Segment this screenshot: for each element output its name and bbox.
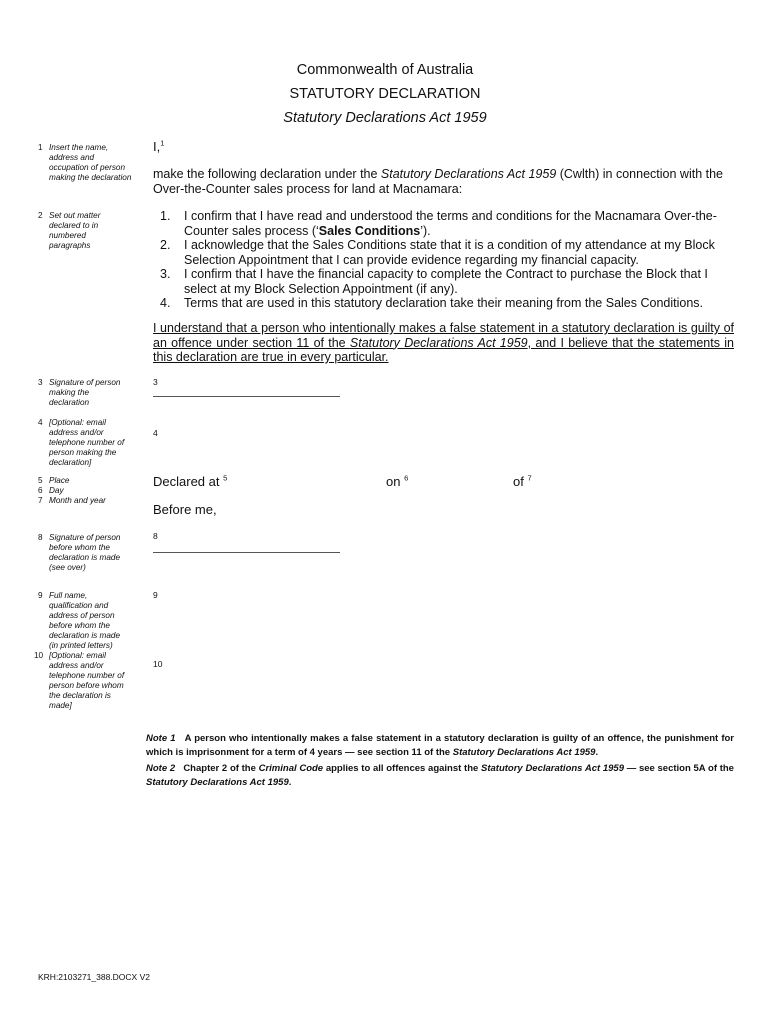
note-2: Note 2 Chapter 2 of the Criminal Code applies to all offences against the Statutory Declarations Act 1959 — see section 5A of the Statutory Declarations Act 1959. bbox=[146, 763, 734, 788]
header-commonwealth: Commonwealth of Australia bbox=[296, 62, 474, 78]
signature-marker: 3 bbox=[153, 377, 158, 387]
header-act: Statutory Declarations Act 1959 bbox=[283, 110, 487, 126]
margin-note-9-10: 9 Full name, qualification and address of person before whom the declaration is made (in printed letters) 10 [Optional: email address and/or telephone number of person before whom the declaration is made] bbox=[34, 591, 125, 710]
margin-note-4: 4 [Optional: email address and/or telephone number of person making the declaration] bbox=[38, 418, 125, 467]
on-label: on $^6$ bbox=[386, 473, 409, 489]
list-item: 1. I confirm that I have read and understood the terms and conditions for the Macnamara Over-the-Counter sales process (‘Sales Conditions’). bbox=[160, 209, 717, 238]
understanding-statement: I understand that a person who intentionally makes a false statement in a statutory declaration is guilty of an offence under section 11 of the Statutory Declarations Act 1959, and I believe that the statements in this declaration are true in every particular. bbox=[153, 321, 734, 364]
margin-note-3: 3 Signature of person making the declaration bbox=[38, 378, 121, 407]
document-reference: KRH:2103271_388.DOCX V2 bbox=[38, 972, 150, 982]
margin-note-2: 2 Set out matter declared to in numbered paragraphs bbox=[38, 211, 101, 250]
declaration-items bbox=[153, 209, 735, 311]
of-label: of $^7$ bbox=[513, 473, 532, 489]
before-me-label: Before me, bbox=[153, 502, 217, 517]
margin-note-1: 1 Insert the name, address and occupation of person making the declaration bbox=[38, 143, 132, 182]
intro-paragraph: make the following declaration under the Statutory Declarations Act 1959 (Cwlth) in connection with the Over-the-Counter sales process for land at Macnamara: bbox=[153, 167, 723, 196]
witness-contact-marker: 10 bbox=[153, 659, 163, 669]
witness-signature-marker: 8 bbox=[153, 531, 158, 541]
list-item: 3. I confirm that I have the financial capacity to complete the Contract to purchase the Block that I select at my Block Selection Appointment (if any). bbox=[160, 267, 708, 296]
declared-line bbox=[153, 475, 735, 490]
header-title: STATUTORY DECLARATION bbox=[289, 86, 481, 102]
declared-at-label: Declared at $^5$ bbox=[153, 473, 228, 489]
witness-name-marker: 9 bbox=[153, 590, 158, 600]
note-1: Note 1 A person who intentionally makes a false statement in a statutory declaration is guilty of an offence, the punishment for which is imprisonment for a term of 4 years — see section 11 of the Statutory Declarations Act 1959. bbox=[146, 733, 734, 758]
list-item: 2. I acknowledge that the Sales Conditions state that it is a condition of my attendance at my Block Selection Appointment that I can provide evidence regarding my financial capacity. bbox=[160, 238, 715, 267]
witness-signature-line[interactable] bbox=[153, 552, 340, 553]
signature-line[interactable] bbox=[153, 396, 340, 397]
list-item: 4. Terms that are used in this statutory declaration take their meaning from the Sales Conditions. bbox=[160, 296, 704, 310]
margin-note-8: 8 Signature of person before whom the declaration is made (see over) bbox=[38, 533, 121, 572]
declarant-line: I,$^1$ bbox=[153, 138, 165, 154]
contact-marker: 4 bbox=[153, 428, 158, 438]
margin-note-5-7: 5 Place 6 Day 7 Month and year bbox=[38, 476, 106, 505]
